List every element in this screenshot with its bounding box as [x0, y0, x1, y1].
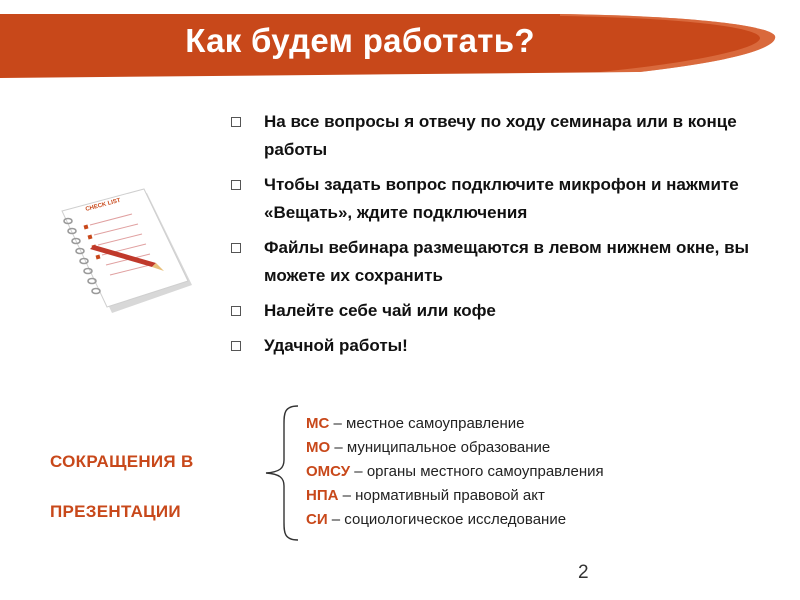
- checkbox-bullet-icon: [231, 306, 241, 316]
- checkbox-bullet-icon: [231, 180, 241, 190]
- curly-brace-icon: [262, 404, 302, 542]
- bullet-text: Чтобы задать вопрос подключите микрофон и нажмите «Вещать», ждите подключения: [264, 175, 739, 222]
- checklist-notebook-icon: [52, 185, 202, 320]
- bullet-text: На все вопросы я отвечу по ходу семинара или в конце работы: [264, 112, 737, 159]
- bullet-text: Налейте себе чай или кофе: [264, 301, 496, 320]
- abbreviation-term: МС: [306, 415, 330, 432]
- list-item: [306, 508, 604, 532]
- list-item: [228, 234, 773, 290]
- bullet-text: Удачной работы!: [264, 336, 408, 355]
- abbreviation-definition: – нормативный правовой акт: [338, 487, 545, 504]
- bullet-list: [228, 108, 773, 367]
- slide-title: Как будем работать?: [185, 22, 535, 59]
- abbreviation-term: СИ: [306, 511, 328, 528]
- page-number: 2: [578, 562, 589, 583]
- list-item: [306, 484, 604, 508]
- abbreviation-term: НПА: [306, 487, 339, 504]
- list-item: [228, 171, 773, 227]
- list-item: [228, 297, 773, 325]
- abbreviations-list: [306, 412, 604, 532]
- list-item: [228, 108, 773, 164]
- checklist-caption: CHECK LIST: [84, 197, 122, 213]
- list-item: [306, 436, 604, 460]
- abbreviation-term: ОМСУ: [306, 463, 351, 480]
- checkbox-bullet-icon: [231, 117, 241, 127]
- list-item: [306, 460, 604, 484]
- abbreviation-definition: – муниципальное образование: [330, 439, 551, 456]
- abbreviation-definition: – социологическое исследование: [327, 511, 567, 528]
- abbreviations-heading-line1: СОКРАЩЕНИЯ В: [50, 452, 194, 471]
- bullet-text: Файлы вебинара размещаются в левом нижнем окне, вы можете их сохранить: [264, 238, 750, 285]
- abbreviation-term: МО: [306, 439, 331, 456]
- list-item: [228, 332, 773, 360]
- list-item: [306, 412, 604, 436]
- abbreviation-definition: – местное самоуправление: [329, 415, 525, 432]
- checkbox-bullet-icon: [231, 341, 241, 351]
- checkbox-bullet-icon: [231, 243, 241, 253]
- abbreviations-heading-line2: ПРЕЗЕНТАЦИИ: [50, 502, 181, 521]
- abbreviation-definition: – органы местного самоуправления: [350, 463, 604, 480]
- abbreviations-heading: [50, 437, 260, 537]
